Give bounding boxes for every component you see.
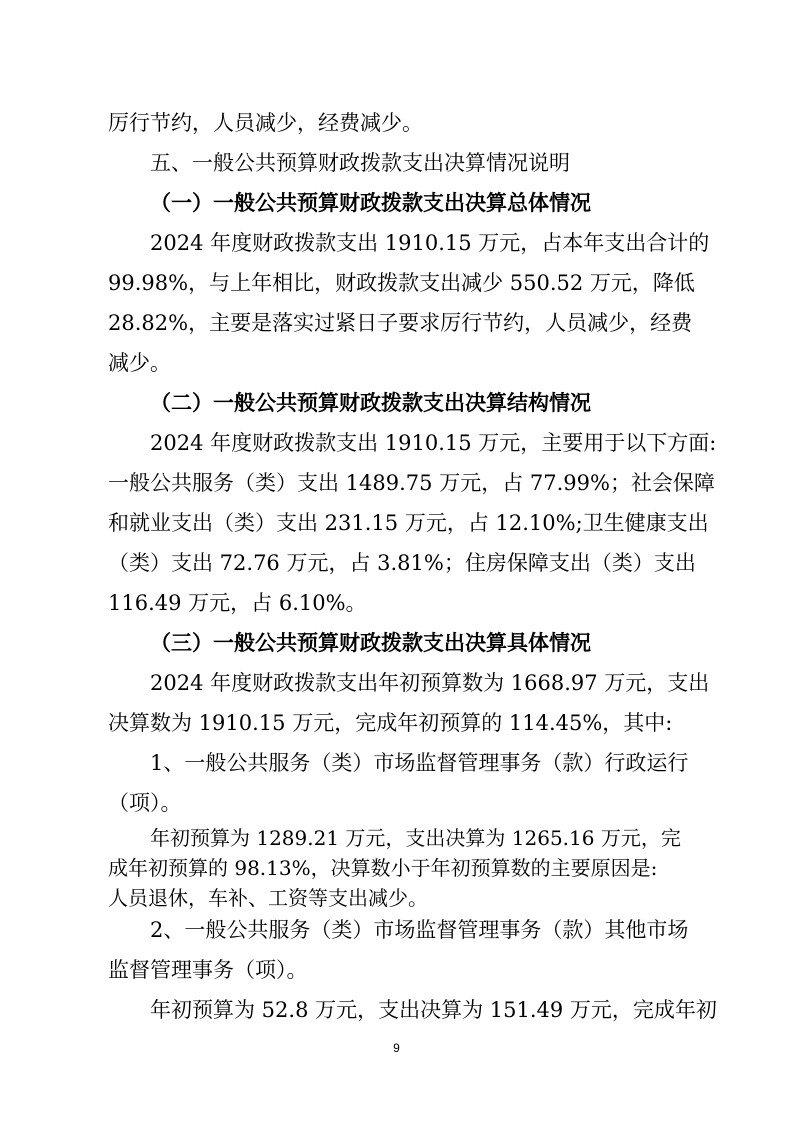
- body-text-line: 减少。: [108, 351, 171, 375]
- body-text-line: 2024 年度财政拨款支出 1910.15 万元，主要用于以下方面:: [150, 431, 717, 455]
- body-text-line: 厉行节约，人员减少，经费减少。: [108, 111, 423, 135]
- body-text-line: 116.49 万元，占 6.10%。: [108, 591, 367, 615]
- body-text-line: 1、一般公共服务（类）市场监督管理事务（款）行政运行: [150, 751, 689, 775]
- body-text-line: 监督管理事务（项）。: [108, 958, 308, 982]
- body-text-line: 2024 年度财政拨款支出年初预算数为 1668.97 万元，支出: [150, 671, 710, 695]
- body-text-line: 28.82%，主要是落实过紧日子要求厉行节约，人员减少，经费: [108, 311, 693, 335]
- body-text-line: （类）支出 72.76 万元，占 3.81%；住房保障支出（类）支出: [108, 551, 696, 575]
- section-heading: 五、一般公共预算财政拨款支出决算情况说明: [150, 151, 570, 175]
- body-text-line: 人员退休，车补、工资等支出减少。: [108, 886, 428, 910]
- body-text-line: 成年初预算的 98.13%，决算数小于年初预算数的主要原因是:: [108, 856, 658, 880]
- subsection-heading: （三）一般公共预算财政拨款支出决算具体情况: [150, 631, 591, 655]
- subsection-heading: （一）一般公共预算财政拨款支出决算总体情况: [150, 191, 591, 215]
- body-text-line: 2024 年度财政拨款支出 1910.15 万元，占本年支出合计的: [150, 231, 710, 255]
- body-text-line: （项）。: [108, 791, 182, 815]
- body-text-line: 一般公共服务（类）支出 1489.75 万元，占 77.99%；社会保障: [108, 471, 715, 495]
- subsection-heading: （二）一般公共预算财政拨款支出决算结构情况: [150, 391, 591, 415]
- body-text-line: 年初预算为 1289.21 万元，支出决算为 1265.16 万元，完: [150, 826, 681, 850]
- page-number: 9: [393, 1041, 400, 1055]
- body-text-line: 2、一般公共服务（类）市场监督管理事务（款）其他市场: [150, 918, 689, 942]
- body-text-line: 决算数为 1910.15 万元，完成年初预算的 114.45%，其中:: [108, 711, 673, 735]
- body-text-line: 99.98%，与上年相比，财政拨款支出减少 550.52 万元，降低: [108, 271, 695, 295]
- body-text-line: 和就业支出（类）支出 231.15 万元，占 12.10%;卫生健康支出: [108, 511, 709, 535]
- body-text-line: 年初预算为 52.8 万元，支出决算为 151.49 万元，完成年初: [150, 998, 717, 1022]
